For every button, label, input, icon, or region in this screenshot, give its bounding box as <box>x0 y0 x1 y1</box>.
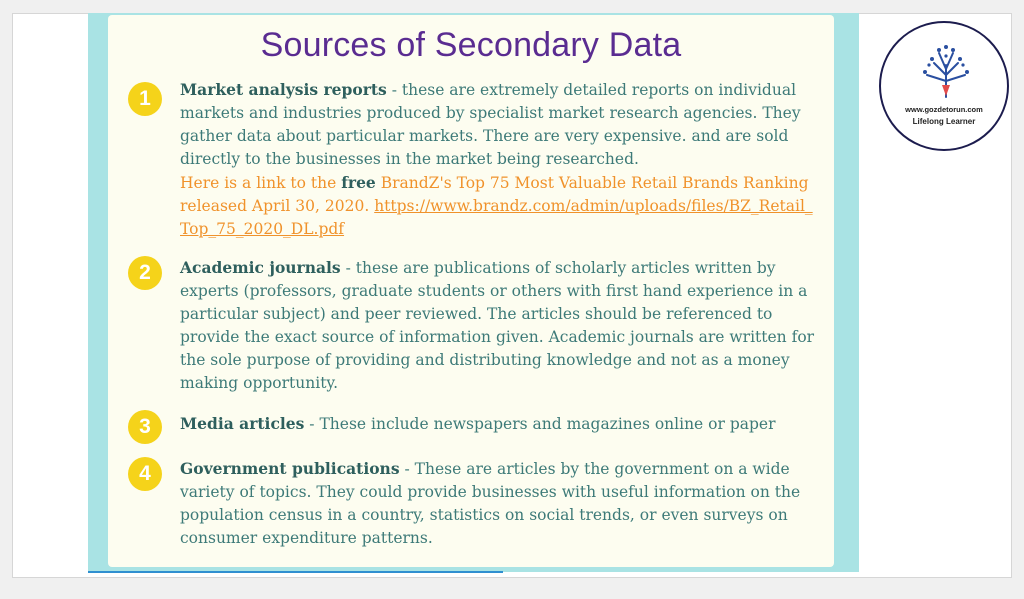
item-heading: Academic journals <box>180 258 341 277</box>
item-government-publications <box>180 457 820 550</box>
number-badge-1: 1 <box>128 82 162 116</box>
brandz-report-link[interactable]: https://www.brandz.com/admin/uploads/files/BZ_Retail_Top_75_2020_DL.pdf <box>180 197 813 238</box>
item-heading: Media articles <box>180 414 305 433</box>
slide-title: Sources of Secondary Data <box>260 26 682 64</box>
link-description: BrandZ's Top 75 Most Valuable Retail Brands Ranking released April 30, 2020. <box>180 174 809 215</box>
number-badge-3: 3 <box>128 410 162 444</box>
logo-tagline: Lifelong Learner <box>912 117 976 126</box>
slide-underline <box>88 571 503 573</box>
link-prefix: Here is a link to the <box>180 174 342 192</box>
item-heading: Market analysis reports <box>180 80 387 99</box>
item-media-articles <box>180 412 820 436</box>
pencil-tree-icon <box>919 41 973 99</box>
item-market-analysis <box>180 78 820 241</box>
brand-logo <box>879 21 1009 151</box>
item-academic-journals <box>180 256 820 395</box>
item-body: - These are articles by the government on a wide variety of topics. They could provide businesses with useful information on the population census in a country, statistics on social trends, or even surveys on consumer expenditure patterns. <box>180 460 801 547</box>
number-badge-2: 2 <box>128 256 162 290</box>
item-heading: Government publications <box>180 459 400 478</box>
logo-url: www.gozdetorun.com <box>905 105 983 114</box>
free-label: free <box>341 173 376 192</box>
item-body: - these are extremely detailed reports on individual markets and industries produced by specialist market research agencies. They gather data about particular markets. There are very expensive. and are sold directly to the businesses in the market being researched. <box>180 81 801 168</box>
number-badge-4: 4 <box>128 457 162 491</box>
item-body: - These include newspapers and magazines online or paper <box>304 415 776 433</box>
item-body: - these are publications of scholarly articles written by experts (professors, graduate students or others with first hand experience in a particular subject) and peer reviewed. The articles should be referenced to provide the exact source of information given. Academic journals are written for the sole purpose of providing and distributing knowledge and not as a money making opportunity. <box>180 259 815 392</box>
